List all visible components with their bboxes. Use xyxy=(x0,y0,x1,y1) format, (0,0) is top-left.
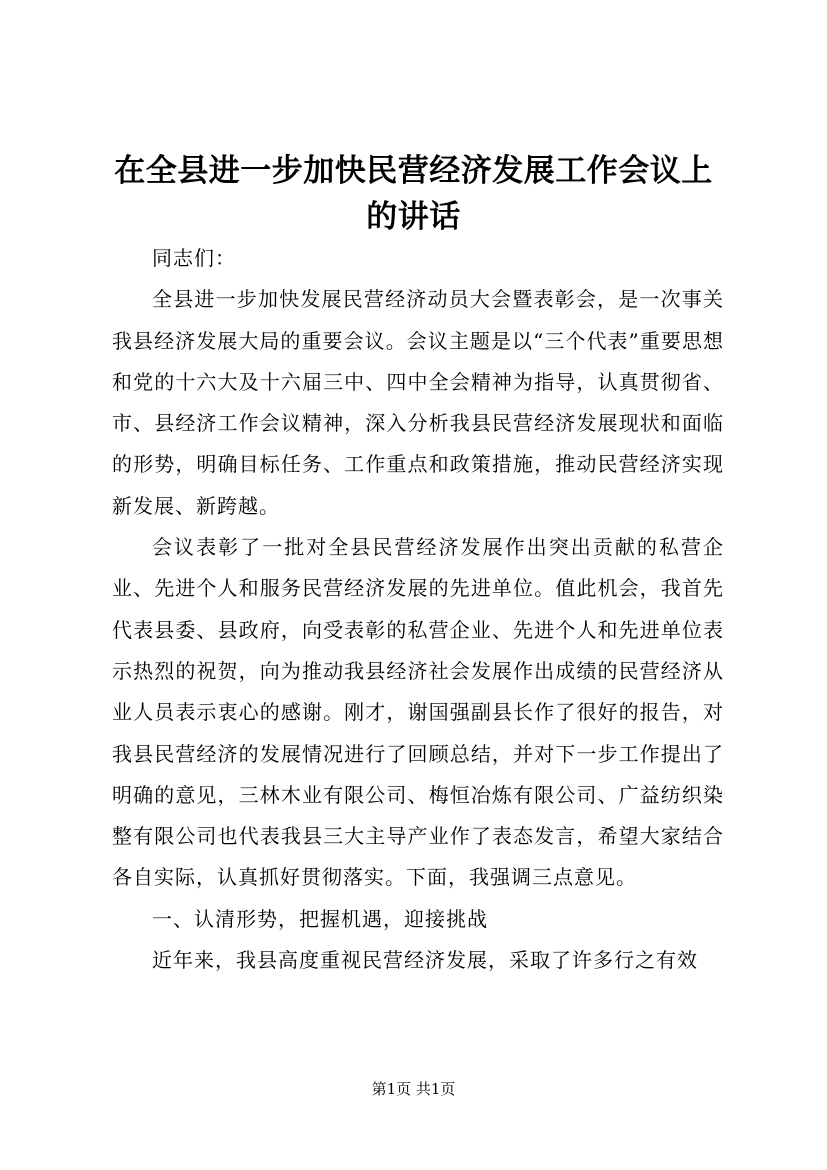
paragraph-1: 全县进一步加快发展民营经济动员大会暨表彰会，是一次事关我县经济发展大局的重要会议。会议主题是以“三个代表”重要思想和党的十六大及十六届三中、四中全会精神为指导，认真贯彻省、市、县经济工作会议精神，深入分析我县民营经济发展现状和面临的形势，明确目标任务、工作重点和政策措施，推动民营经济实现新发展、新跨越。 xyxy=(112,287,724,518)
document-title: 在全县进一步加快民营经济发展工作会议上的讲话 xyxy=(114,153,713,235)
paragraph-2: 会议表彰了一批对全县民营经济发展作出突出贡献的私营企业、先进个人和服务民营经济发展的先进单位。值此机会，我首先代表县委、县政府，向受表彰的私营企业、先进个人和先进单位表示热烈的祝贺，向为推动我县经济社会发展作出成绩的民营经济从业人员表示衷心的感谢。刚才，谢国强副县长作了很好的报告，对我县民营经济的发展情况进行了回顾总结，并对下一步工作提出了明确的意见，三林木业有限公司、梅恒冶炼有限公司、广益纺织染整有限公司也代表我县三大主导产业作了表态发言，希望大家结合各自实际，认真抓好贯彻落实。下面，我强调三点意见。 xyxy=(112,535,724,890)
page-footer: 第1页 共1页 xyxy=(371,1080,456,1098)
salutation: 同志们： xyxy=(152,246,236,270)
section-heading-1: 一、认清形势，把握机遇，迎接挑战 xyxy=(152,906,488,931)
paragraph-3: 近年来，我县高度重视民营经济发展，采取了许多行之有效 xyxy=(152,948,698,973)
document-body xyxy=(112,238,724,981)
